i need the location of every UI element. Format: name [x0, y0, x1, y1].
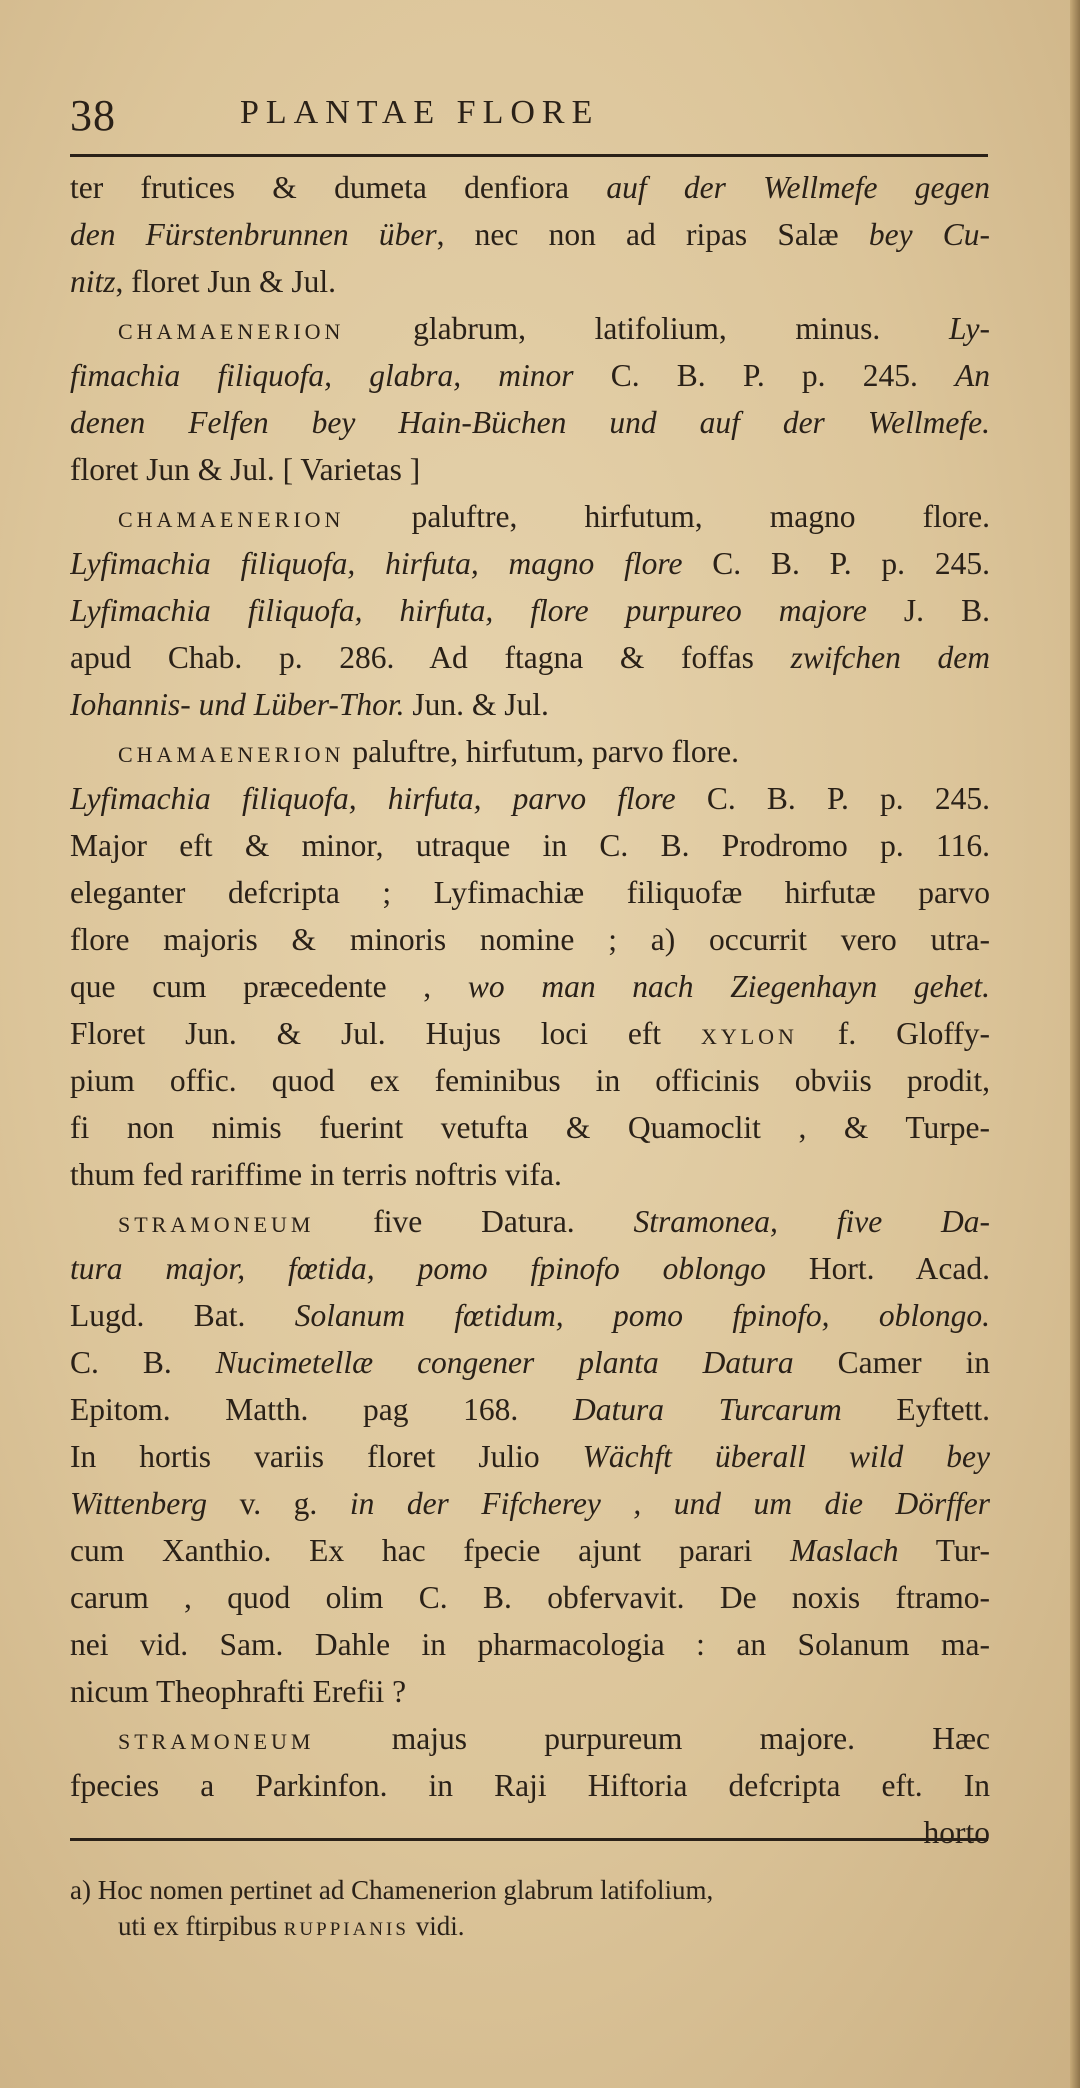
text-line: [70, 1480, 990, 1527]
text-run: majus purpureum majore. Hæc: [314, 1721, 990, 1756]
text-run: cum Xanthio. Ex hac fpecie ajunt parari: [70, 1533, 791, 1568]
text-line: [70, 305, 990, 352]
text-run: Lugd. Bat.: [70, 1298, 295, 1333]
text-run: que cum præcedente ,: [70, 969, 468, 1004]
text-run: , nec non ad ripas Salæ: [436, 217, 869, 252]
text-run: Camer in: [793, 1345, 990, 1380]
text-line: [70, 634, 990, 681]
footnote-line: [70, 1872, 990, 1908]
text-line: [70, 916, 990, 963]
text-line: [70, 1010, 990, 1057]
italic-text: den Fürstenbrunnen über: [70, 217, 437, 252]
plant-name: STRAMONEUM: [118, 1212, 315, 1237]
text-line: [70, 587, 990, 634]
text-line: [70, 164, 990, 211]
plant-name: CHAMAENERION: [118, 507, 345, 532]
italic-text: Nucimetellæ congener planta Datura: [215, 1345, 794, 1380]
page-edge: [1070, 0, 1080, 2088]
text-run: , floret Jun & Jul.: [115, 264, 337, 299]
text-line: [70, 822, 990, 869]
italic-text: bey Cu-: [868, 217, 990, 252]
plant-name: STRAMONEUM: [118, 1729, 315, 1754]
text-run: fpecies a Parkinfon. in Raji Hiftoria defcripta eft. In: [70, 1768, 990, 1803]
italic-text: Datura Turcarum: [572, 1392, 842, 1427]
text-run: apud Chab. p. 286. Ad ftagna & foffas: [70, 640, 791, 675]
main-text: [70, 164, 990, 1856]
text-run: Jun. & Jul.: [404, 687, 549, 722]
text-line: [70, 963, 990, 1010]
text-run: J. B.: [866, 593, 990, 628]
italic-text: nitz: [70, 264, 116, 299]
text-line: [70, 728, 990, 775]
italic-text: Wittenberg: [70, 1486, 208, 1521]
text-line: [70, 258, 990, 305]
text-line: [70, 1292, 990, 1339]
text-line: [70, 775, 990, 822]
text-line: [70, 1198, 990, 1245]
text-run: In hortis variis floret Julio: [70, 1439, 583, 1474]
text-line: [70, 869, 990, 916]
text-run: v. g.: [207, 1486, 350, 1521]
text-run: Tur-: [898, 1533, 990, 1568]
text-run: uti ex ftirpibus: [118, 1911, 284, 1941]
text-run: Major eft & minor, utraque in C. B. Prodromo p. 116.: [70, 828, 990, 863]
plant-name: CHAMAENERION: [118, 742, 345, 767]
italic-text: Lyfimachia filiquofa, hirfuta, magno flore: [70, 546, 683, 581]
text-run: Hort. Acad.: [765, 1251, 990, 1286]
text-run: carum , quod olim C. B. obfervavit. De noxis ftramo-: [70, 1580, 990, 1615]
italic-text: fimachia filiquofa, glabra, minor: [70, 358, 574, 393]
italic-text: An: [955, 358, 990, 393]
text-line: [70, 352, 990, 399]
italic-text: Lyfimachia filiquofa, hirfuta, flore purpureo majore: [70, 593, 867, 628]
italic-text: Lyfimachia filiquofa, hirfuta, parvo flore: [70, 781, 676, 816]
text-line: [70, 211, 990, 258]
italic-text: tura major, fœtida, pomo fpinofo oblongo: [70, 1251, 766, 1286]
italic-text: Solanum fœtidum, pomo fpinofo, oblongo.: [294, 1298, 990, 1333]
italic-text: Stramonea, five Da-: [633, 1204, 990, 1239]
footnotes: [70, 1872, 990, 1944]
text-line: [70, 1386, 990, 1433]
text-line: [70, 446, 990, 493]
text-line: [70, 1339, 990, 1386]
text-run: ter frutices & dumeta denfiora: [70, 170, 607, 205]
text-run: nei vid. Sam. Dahle in pharmacologia : an Solanum ma-: [70, 1627, 990, 1662]
italic-text: Wächft überall wild bey: [582, 1439, 990, 1474]
text-line: [70, 493, 990, 540]
text-run: Eyftett.: [841, 1392, 990, 1427]
page-number: 38: [70, 91, 116, 140]
text-run: vidi.: [408, 1911, 465, 1941]
text-run: C. B. P. p. 245.: [573, 358, 955, 393]
text-line: [70, 399, 990, 446]
text-run: flore majoris & minoris nomine ; a) occurrit vero utra-: [70, 922, 990, 957]
text-line: [70, 1057, 990, 1104]
italic-text: in der Fifcherey , und um die Dörffer: [349, 1486, 990, 1521]
italic-text: Ly-: [948, 311, 990, 346]
page-header: [70, 88, 990, 144]
text-run: paluftre, hirfutum, magno flore.: [344, 499, 990, 534]
text-line: [70, 1104, 990, 1151]
italic-text: Maslach: [790, 1533, 899, 1568]
text-run: thum fed rariffime in terris noftris vifa.: [70, 1157, 562, 1192]
text-run: glabrum, latifolium, minus.: [344, 311, 949, 346]
running-title: PLANTAE FLORE: [240, 94, 600, 131]
plant-name: XYLON: [700, 1024, 798, 1049]
italic-text: Iohannis- und Lüber-Thor.: [70, 687, 405, 722]
text-line: [70, 681, 990, 728]
text-line: [70, 1527, 990, 1574]
text-line: [70, 540, 990, 587]
text-line: [70, 1762, 990, 1809]
text-run: C. B.: [70, 1345, 216, 1380]
text-run: C. B. P. p. 245.: [675, 781, 990, 816]
text-run: Floret Jun. & Jul. Hujus loci eft: [70, 1016, 701, 1051]
text-run: fi non nimis fuerint vetufta & Quamoclit , & Turpe-: [70, 1110, 990, 1145]
text-run: nicum Theophrafti Erefii ?: [70, 1674, 407, 1709]
text-line: [70, 1151, 990, 1198]
text-run: paluftre, hirfutum, parvo flore.: [344, 734, 739, 769]
header-rule: [70, 154, 988, 157]
text-line: [70, 1715, 990, 1762]
footnote-rule: [70, 1838, 988, 1841]
italic-text: wo man nach Ziegenhayn gehet.: [467, 969, 990, 1004]
text-run: horto: [923, 1815, 990, 1850]
text-run: floret Jun & Jul. [ Varietas ]: [70, 452, 421, 487]
italic-text: zwifchen dem: [790, 640, 990, 675]
text-run: C. B. P. p. 245.: [682, 546, 990, 581]
text-line: [70, 1809, 990, 1856]
text-line: [70, 1245, 990, 1292]
text-run: a) Hoc nomen pertinet ad Chamenerion glabrum latifolium,: [70, 1875, 714, 1905]
text-line: [70, 1668, 990, 1715]
text-run: Epitom. Matth. pag 168.: [70, 1392, 573, 1427]
text-line: [70, 1433, 990, 1480]
text-line: [70, 1621, 990, 1668]
text-run: eleganter defcripta ; Lyfimachiæ filiquofæ hirfutæ parvo: [70, 875, 990, 910]
text-run: five Datura.: [314, 1204, 634, 1239]
italic-text: denen Felfen bey Hain-Büchen und auf der Wellmefe.: [70, 405, 990, 440]
footnote-line: [70, 1908, 990, 1944]
text-line: [70, 1574, 990, 1621]
text-run: pium offic. quod ex feminibus in officinis obviis prodit,: [70, 1063, 990, 1098]
plant-name: CHAMAENERION: [118, 319, 345, 344]
italic-text: auf der Wellmefe gegen: [606, 170, 990, 205]
text-run: f. Gloffy-: [797, 1016, 990, 1051]
plant-name: RUPPIANIS: [283, 1919, 409, 1940]
